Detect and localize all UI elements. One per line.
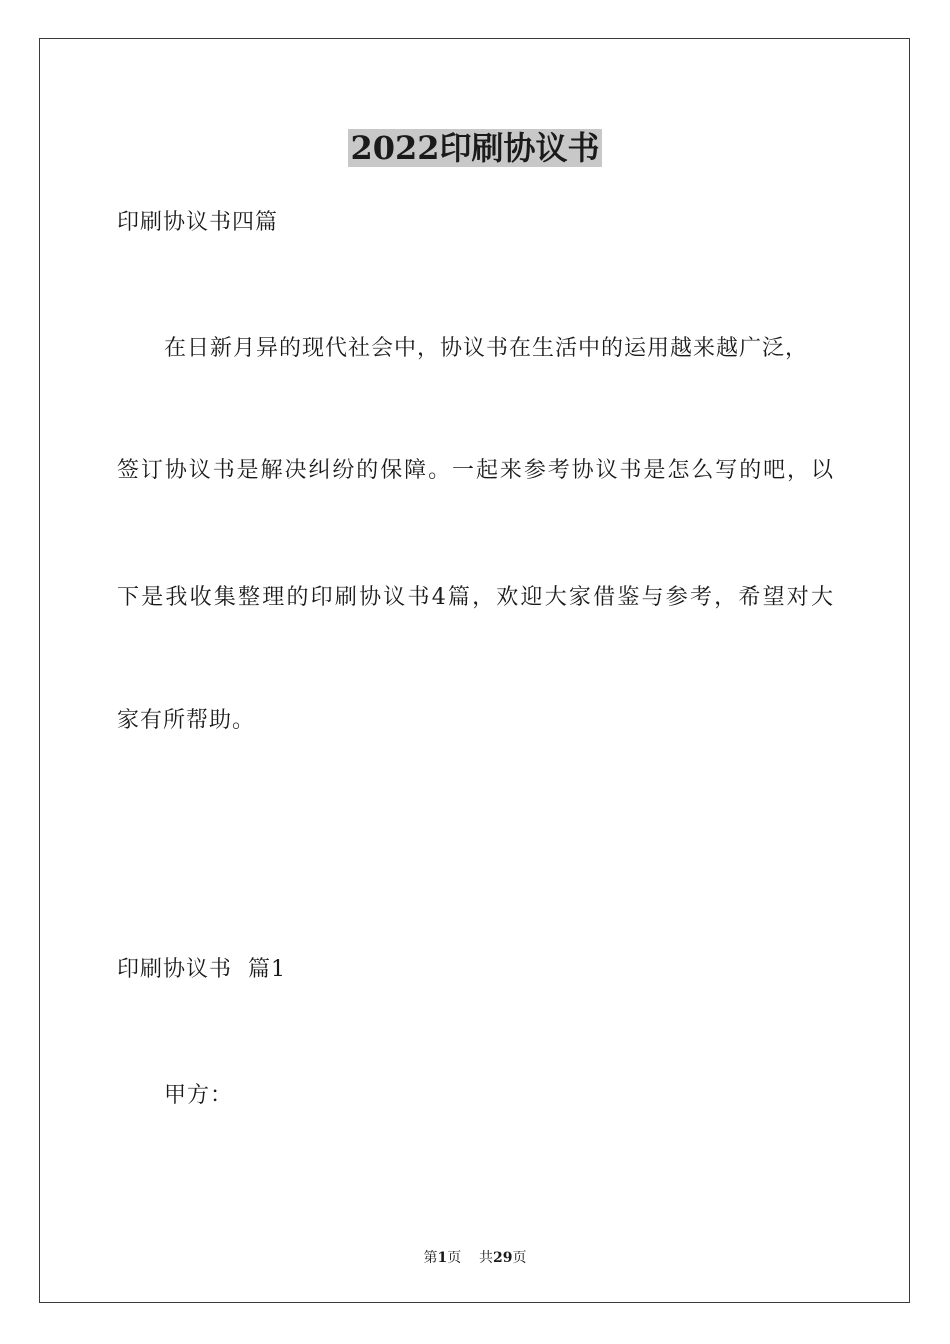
footer-page-mid: 页 共: [447, 1250, 494, 1266]
footer-page-prefix: 第: [423, 1250, 438, 1266]
document-subtitle: 印刷协议书四篇: [117, 210, 279, 235]
intro-line-1: 在日新月异的现代社会中，协议书在生活中的运用越来越广泛，: [164, 336, 809, 361]
footer-page-total: 29: [493, 1250, 513, 1266]
section-heading: 印刷协议书 篇1: [117, 957, 286, 982]
party-a-label: 甲方：: [164, 1083, 234, 1108]
intro-line-4: 家有所帮助。: [117, 708, 256, 733]
document-title: [0, 126, 950, 170]
footer-page-current: 1: [437, 1250, 448, 1266]
intro-line-2: 签订协议书是解决纠纷的保障。一起来参考协议书是怎么写的吧，以: [117, 458, 833, 483]
intro-line-3: 下是我收集整理的印刷协议书4篇，欢迎大家借鉴与参考，希望对大: [117, 585, 833, 610]
document-title-text: 2022印刷协议书: [350, 129, 600, 167]
footer-page-suffix: 页: [512, 1250, 527, 1266]
page-footer: [0, 1248, 950, 1268]
